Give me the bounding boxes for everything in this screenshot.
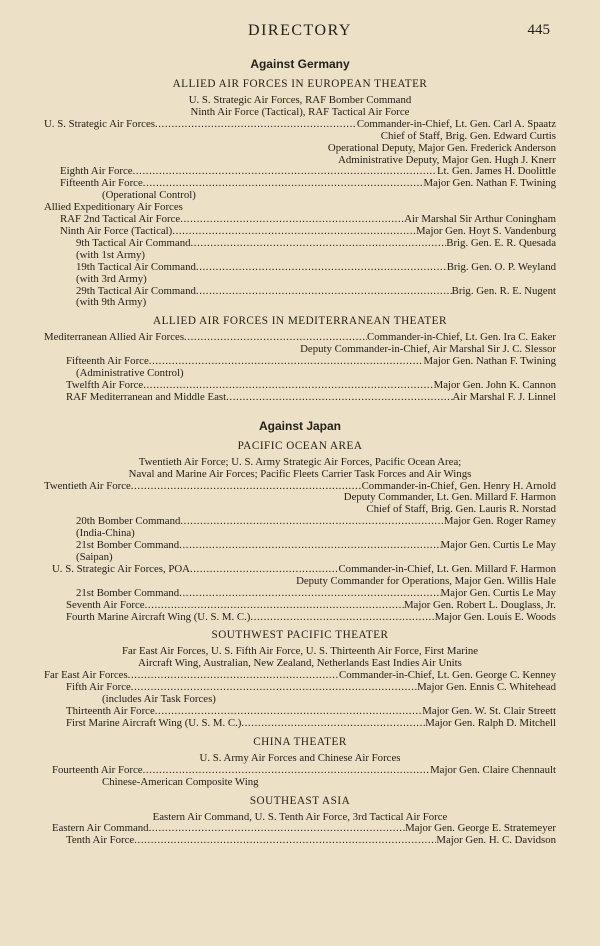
directory-entry	[44, 540, 556, 552]
leader-dots	[134, 835, 436, 847]
leader-dots	[196, 262, 447, 274]
entry-value: Commander-in-Chief, Lt. Gen. George C. Kenney	[339, 669, 556, 682]
entry-label: 21st Bomber Command	[76, 539, 180, 552]
entry-continuation: Deputy Commander-in-Chief, Air Marshal Sir J. C. Slessor	[300, 343, 556, 356]
directory-entry	[44, 765, 556, 777]
directory-entry	[44, 588, 556, 600]
leader-dots	[226, 392, 452, 404]
entry-value: Major Gen. Nathan F. Twining	[423, 177, 556, 190]
entry-value: Major Gen. Hoyt S. Vandenburg	[416, 224, 556, 237]
theater-subtitle: Twentieth Air Force; U. S. Army Strategic Air Forces, Pacific Ocean Area;	[138, 455, 462, 468]
entry-label: RAF Mediterranean and Middle East	[66, 390, 227, 403]
theater-heading-european: ALLIED AIR FORCES IN EUROPEAN THEATER	[172, 78, 428, 90]
running-title: DIRECTORY	[248, 22, 352, 39]
entry-label: RAF 2nd Tactical Air Force	[60, 213, 181, 226]
entry-label: 9th Tactical Air Command	[76, 236, 191, 249]
leader-dots	[179, 540, 440, 552]
entry-value: Major Gen. Curtis Le May	[440, 586, 556, 599]
leader-dots	[241, 718, 425, 730]
entry-value: Commander-in-Chief, Lt. Gen. Ira C. Eaker	[367, 331, 556, 344]
directory-entry	[44, 835, 556, 847]
entry-value: Major Gen. Roger Ramey	[443, 515, 556, 528]
directory-entry	[44, 119, 556, 131]
entry-value: Major Gen. Curtis Le May	[440, 539, 556, 552]
entry-value: Brig. Gen. R. E. Nugent	[451, 284, 556, 297]
leader-dots	[149, 356, 424, 368]
entry-continuation: Deputy Commander for Operations, Major Gen. Willis Hale	[296, 574, 556, 587]
theater-subtitle: U. S. Strategic Air Forces, RAF Bomber Command	[188, 94, 412, 106]
entry-value: Major Gen. W. St. Clair Streett	[422, 704, 556, 717]
entry-label: Eighth Air Force	[60, 165, 133, 178]
entry-label: Fourth Marine Aircraft Wing (U. S. M. C.)	[66, 610, 251, 623]
leader-dots	[131, 481, 362, 493]
entry-label: Seventh Air Force	[66, 598, 145, 611]
leader-dots	[128, 670, 339, 682]
directory-entry	[44, 392, 556, 404]
leader-dots	[250, 612, 434, 624]
entry-label: Thirteenth Air Force	[66, 704, 155, 717]
directory-entry	[44, 718, 556, 730]
entry-value: Commander-in-Chief, Gen. Henry H. Arnold	[361, 479, 556, 492]
entry-note: (Administrative Control)	[76, 367, 184, 380]
entry-value: Commander-in-Chief, Lt. Gen. Carl A. Spaatz	[356, 117, 556, 130]
entry-group-label: Allied Expeditionary Air Forces	[44, 201, 183, 214]
entry-note: (with 1st Army)	[76, 248, 145, 261]
leader-dots	[172, 226, 416, 238]
directory-content	[44, 56, 556, 847]
entry-continuation: Chief of Staff, Brig. Gen. Lauris R. Norstad	[366, 503, 556, 516]
entry-label: U. S. Strategic Air Forces, POA	[52, 562, 190, 575]
entry-continuation: Deputy Commander, Lt. Gen. Millard F. Harmon	[343, 491, 556, 504]
entry-label: U. S. Strategic Air Forces	[44, 117, 155, 130]
entry-value: Air Marshal Sir Arthur Coningham	[404, 213, 556, 226]
entry-value: Commander-in-Chief, Lt. Gen. Millard F. Harmon	[338, 562, 556, 575]
running-head	[0, 22, 600, 42]
entry-label: Tenth Air Force	[66, 834, 135, 847]
leader-dots	[180, 214, 404, 226]
entry-value: Major Gen. Louis E. Woods	[434, 610, 556, 623]
entry-note: (includes Air Task Forces)	[102, 693, 216, 706]
entry-value: Lt. Gen. James H. Doolittle	[436, 165, 556, 178]
entry-value: Brig. Gen. O. P. Weyland	[446, 260, 556, 273]
entry-label: Ninth Air Force (Tactical)	[60, 224, 173, 237]
entry-label: Far East Air Forces	[44, 669, 128, 682]
leader-dots	[155, 119, 357, 131]
directory-entry	[44, 262, 556, 274]
entry-value: Major Gen. John K. Cannon	[433, 378, 556, 391]
entry-label: First Marine Aircraft Wing (U. S. M. C.)	[66, 716, 242, 729]
section-heading-japan: Against Japan	[258, 418, 342, 433]
entry-label: Fifth Air Force	[66, 681, 131, 694]
entry-continuation: Chief of Staff, Brig. Gen. Edward Curtis	[380, 129, 556, 142]
entry-value: Major Gen. Ralph D. Mitchell	[425, 716, 556, 729]
section-heading-germany: Against Germany	[250, 57, 350, 71]
theater-heading-southwest-pacific: SOUTHWEST PACIFIC THEATER	[211, 629, 389, 642]
entry-value: Major Gen. H. C. Davidson	[436, 834, 556, 847]
entry-label: Mediterranean Allied Air Forces	[44, 331, 185, 344]
leader-dots	[133, 166, 437, 178]
leader-dots	[191, 238, 447, 250]
theater-subtitle: Aircraft Wing, Australian, New Zealand, Netherlands East Indies Air Units	[138, 657, 462, 670]
entry-note: (Saipan)	[76, 551, 113, 563]
theater-subtitle: Eastern Air Command, U. S. Tenth Air Force, 3rd Tactical Air Force	[152, 810, 448, 823]
theater-heading-southeast-asia: SOUTHEAST ASIA	[249, 794, 351, 807]
leader-dots	[196, 286, 452, 298]
entry-note: Chinese-American Composite Wing	[102, 775, 259, 788]
entry-label: 20th Bomber Command	[76, 515, 181, 528]
directory-entry	[44, 238, 556, 250]
entry-label: Twelfth Air Force	[66, 378, 144, 391]
entry-label: 21st Bomber Command	[76, 586, 180, 599]
entry-label: Fourteenth Air Force	[52, 763, 143, 776]
theater-subtitle: Naval and Marine Air Forces; Pacific Fleets Carrier Task Forces and Air Wings	[128, 467, 472, 480]
entry-label: Fifteenth Air Force	[60, 177, 143, 190]
theater-subtitle: U. S. Army Air Forces and Chinese Air Forces	[199, 751, 401, 764]
entry-value: Major Gen. Ennis C. Whitehead	[417, 681, 556, 694]
entry-note: (Operational Control)	[102, 189, 196, 202]
entry-note: (with 3rd Army)	[76, 272, 147, 285]
theater-subtitle: Far East Air Forces, U. S. Fifth Air Force, U. S. Thirteenth Air Force, First Marine	[121, 645, 479, 658]
entry-continuation: Operational Deputy, Major Gen. Frederick Anderson	[327, 141, 556, 154]
leader-dots	[180, 516, 443, 528]
entry-value: Major Gen. Claire Chennault	[430, 763, 556, 776]
page-number: 445	[527, 22, 550, 38]
leader-dots	[179, 588, 440, 600]
theater-heading-pacific: PACIFIC OCEAN AREA	[237, 439, 363, 452]
theater-subtitle: Ninth Air Force (Tactical), RAF Tactical Air Force	[190, 105, 410, 118]
entry-note: (India-China)	[76, 527, 135, 540]
leader-dots	[145, 600, 404, 612]
entry-label: 19th Tactical Air Command	[76, 260, 196, 273]
entry-label: 29th Tactical Air Command	[76, 284, 196, 297]
entry-label: Fifteenth Air Force	[66, 355, 149, 368]
entry-value: Major Gen. Nathan F. Twining	[423, 355, 556, 368]
entry-label: Eastern Air Command	[52, 822, 149, 835]
entry-continuation: Administrative Deputy, Major Gen. Hugh J. Knerr	[338, 153, 556, 166]
directory-entry	[44, 612, 556, 624]
entry-value: Brig. Gen. E. R. Quesada	[446, 236, 556, 249]
directory-entry	[44, 600, 556, 612]
entry-note: (with 9th Army)	[76, 296, 147, 309]
entry-value: Major Gen. Robert L. Douglass, Jr.	[403, 598, 556, 611]
section-spacer	[44, 404, 556, 418]
entry-value: Air Marshal F. J. Linnel	[452, 390, 556, 403]
leader-dots	[143, 765, 431, 777]
entry-label: Twentieth Air Force	[44, 479, 131, 492]
entry-value: Major Gen. George E. Stratemeyer	[405, 822, 556, 835]
leader-dots	[149, 823, 406, 835]
theater-heading-mediterranean: ALLIED AIR FORCES IN MEDITERRANEAN THEATER	[153, 315, 447, 328]
theater-heading-china: CHINA THEATER	[253, 735, 347, 748]
